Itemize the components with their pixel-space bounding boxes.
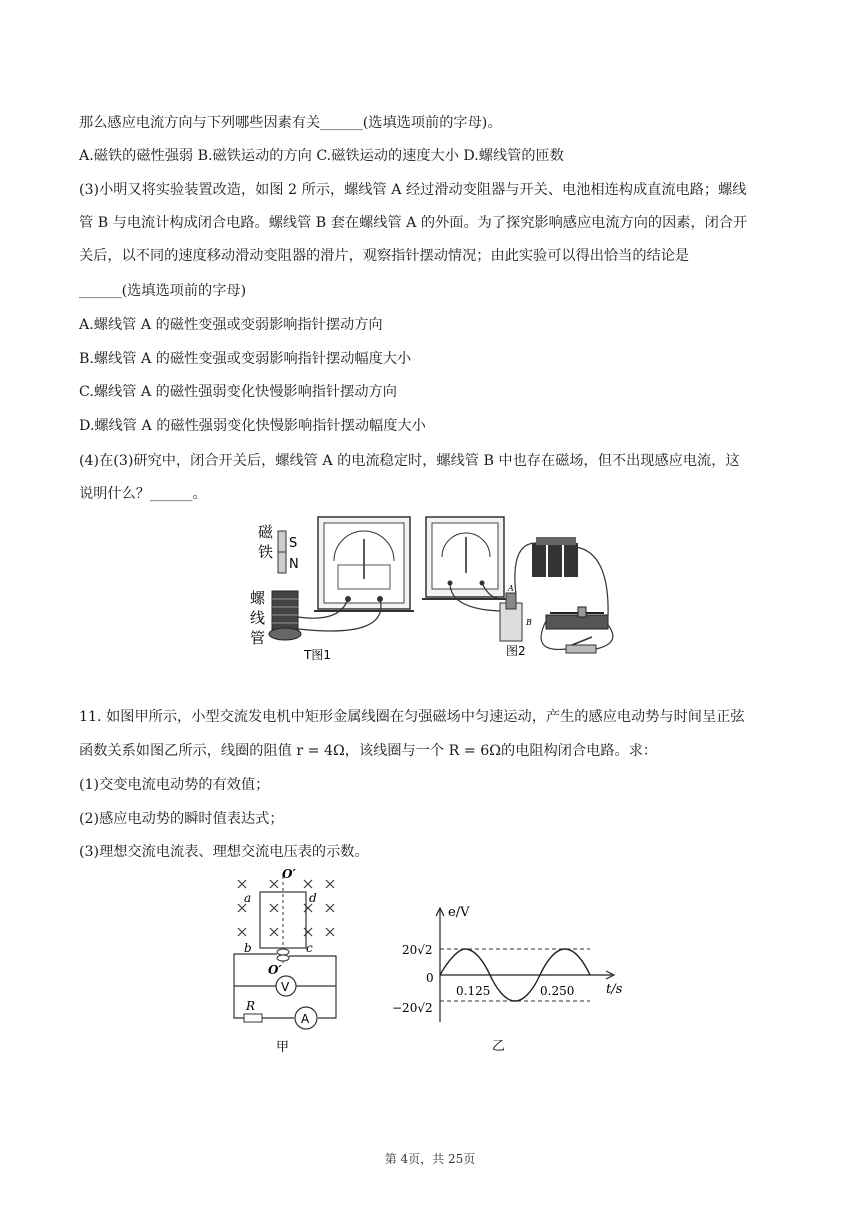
label-s: S xyxy=(289,536,298,551)
figure2-caption: 图2 xyxy=(506,644,526,658)
label-d: d xyxy=(309,891,317,905)
x-axis-label: t/s xyxy=(606,982,623,997)
text-line-12: 说明什么？______。 xyxy=(79,486,207,502)
label-xian: 线 xyxy=(250,609,266,627)
text-line-2: A.磁铁的磁性强弱 B.磁铁运动的方向 C.磁铁运动的速度大小 D.螺线管的匝数 xyxy=(79,148,564,164)
q11-line-4: (2)感应电动势的瞬时值表达式； xyxy=(79,811,284,827)
label-c: c xyxy=(306,941,313,955)
label-luo: 螺 xyxy=(250,589,266,607)
y-axis-label: e/V xyxy=(448,905,470,920)
figure1-caption: T图1 xyxy=(304,648,331,662)
figure-jia-caption: 甲 xyxy=(276,1040,290,1055)
text-line-6: ______(选填选项前的字母) xyxy=(79,283,247,299)
label-o-top: O′ xyxy=(282,867,296,881)
tick-0125: 0.125 xyxy=(456,984,491,998)
label-a: a xyxy=(244,891,252,905)
figure-apparatus-svg xyxy=(250,513,810,663)
text-line-1: 那么感应电流方向与下列哪些因素有关______(选填选项前的字母)。 xyxy=(79,115,502,131)
label-coil-a: A xyxy=(508,584,514,593)
label-coil-b: B xyxy=(526,618,532,627)
label-ammeter: A xyxy=(301,1012,310,1026)
tick-0250: 0.250 xyxy=(540,984,575,998)
text-line-5: 关后，以不同的速度移动滑动变阻器的滑片，观察指针摆动情况；由此实验可以得出恰当的结论是 xyxy=(79,248,690,264)
q11-line-2: 函数关系如图乙所示，线圈的阻值 r = 4Ω，该线圈与一个 R = 6Ω的电阻构闭合电路。求： xyxy=(79,743,658,759)
figure-jia xyxy=(226,866,356,1056)
figure-yi-svg xyxy=(380,902,650,1052)
ymax-label: 20√2 xyxy=(402,943,433,957)
text-line-9: C.螺线管 A 的磁性强弱变化快慢影响指针摆动方向 xyxy=(79,384,397,400)
label-ci: 磁 xyxy=(258,523,274,541)
label-tie: 铁 xyxy=(258,543,274,561)
text-line-7: A.螺线管 A 的磁性变强或变弱影响指针摆动方向 xyxy=(79,317,383,333)
text-line-8: B.螺线管 A 的磁性变强或变弱影响指针摆动幅度大小 xyxy=(79,351,412,367)
q11-line-3: (1)交变电流电动势的有效值； xyxy=(79,777,270,793)
label-resistor: R xyxy=(246,999,256,1013)
q11-line-1: 11. 如图甲所示，小型交流发电机中矩形金属线圈在匀强磁场中匀速运动，产生的感应电动势与时间呈正弦 xyxy=(79,709,745,725)
figure-yi xyxy=(380,902,650,1052)
page-footer: 第 4页，共 25页 xyxy=(384,1152,476,1166)
text-line-4: 管 B 与电流计构成闭合电路。螺线管 B 套在螺线管 A 的外面。为了探究影响感应电流方向的因素，闭合开 xyxy=(79,215,748,231)
label-guan: 管 xyxy=(250,629,266,647)
zero-label: 0 xyxy=(426,971,434,985)
figure-yi-caption: 乙 xyxy=(492,1039,506,1052)
q11-line-5: (3)理想交流电流表、理想交流电压表的示数。 xyxy=(79,844,369,860)
label-voltmeter: V xyxy=(281,980,290,994)
label-b: b xyxy=(244,941,252,955)
label-o-bottom: O′ xyxy=(268,963,282,977)
text-line-3: (3)小明又将实验装置改造，如图 2 所示，螺线管 A 经过滑动变阻器与开关、电池相连构成直流电路；螺线 xyxy=(79,182,747,198)
label-n: N xyxy=(289,557,299,572)
text-line-11: (4)在(3)研究中，闭合开关后，螺线管 A 的电流稳定时，螺线管 B 中也存在磁场，但不出现感应电流，这 xyxy=(79,453,740,469)
figure-jia-svg xyxy=(226,866,356,1056)
text-line-10: D.螺线管 A 的磁性强弱变化快慢影响指针摆动幅度大小 xyxy=(79,418,426,434)
ymin-label: −20√2 xyxy=(392,1001,433,1015)
figure-apparatus xyxy=(250,513,810,663)
